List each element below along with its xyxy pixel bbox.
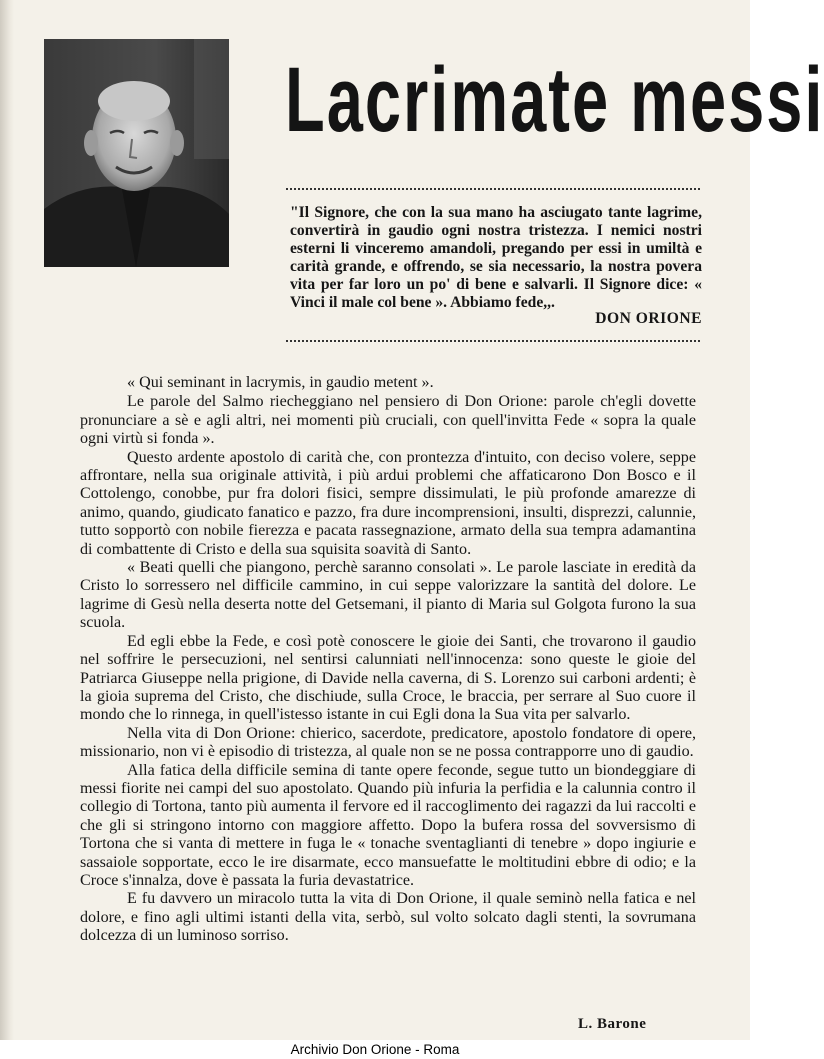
epigraph-author: DON ORIONE: [595, 310, 702, 328]
article-title: Lacrimate messi: [285, 47, 824, 152]
portrait-image: [44, 39, 229, 267]
page-gutter-shadow: [0, 0, 14, 1040]
paragraph: Ed egli ebbe la Fede, e così potè conoscere le gioie dei Santi, che trovarono il gaudio nel soffrire le persecuzioni, nel sentirsi calunniati nell'innocenza: sono queste le gioie del Patriarca Giuseppe nella prigione, di Davide nella caverna, di S. Lorenzo sui carboni ardenti; è la gioia suprema del Cristo, che dischiude, sulla Croce, le braccia, per serrare al Suo cuore il mondo che lo rinnega, in quell'istesso istante in cui Egli dona la Sua vita per salvarlo.: [80, 632, 696, 724]
paragraph: Nella vita di Don Orione: chierico, sacerdote, predicatore, apostolo fondatore di opere, missionario, non vi è episodio di tristezza, al quale non se ne possa contrapporre uno di gaudio.: [80, 724, 696, 761]
article-author: L. Barone: [578, 1016, 647, 1032]
paragraph: Le parole del Salmo riecheggiano nel pensiero di Don Orione: parole ch'egli dovette pronunciare a sè e agli altri, nei momenti più cruciali, con quell'invitta Fede « sopra la quale ogni virtù si fonda ».: [80, 393, 696, 448]
article-body: [80, 374, 696, 946]
archive-footer: Archivio Don Orione - Roma: [0, 1040, 750, 1059]
epigraph-text: "Il Signore, che con la sua mano ha asciugato tante lagrime, convertirà in gaudio ogni nostra tristezza. I nemici nostri esterni li vinceremo amandoli, pregando per essi in umiltà e carità grande, e offrendo, se sia necessario, la nostra povera vita per far loro un po' di bene e salvarli. Il Signore dice: « Vinci il male col bene ». Abbiamo fede,,.: [290, 204, 702, 311]
epigraph-bottom-rule: [286, 340, 700, 342]
paragraph: Questo ardente apostolo di carità che, con prontezza d'intuito, con deciso volere, seppe affrontare, nella sua originale attività, i più ardui problemi che affaticarono Don Bosco e il Cottolengo, conobbe, pur fra dolori fisici, sempre dissimulati, le più profonde amarezze di animo, quando, giudicato fanatico e pazzo, fra dure incomprensioni, insulti, disprezzi, calunnie, tutto sopportò con nobile fierezza e pacata rassegnazione, armato della sua tempra adamantina di combattente di Cristo e della sua squisita soavità di Santo.: [80, 448, 696, 558]
paragraph: « Qui seminant in lacrymis, in gaudio metent ».: [127, 374, 434, 391]
paragraph: Alla fatica della difficile semina di tante opere feconde, segue tutto un biondeggiare di messi fiorite nei campi del suo apostolato. Quando più infuria la perfidia e la calunnia contro il collegio di Tortona, tanto più aumenta il fervore ed il raccoglimento dei ragazzi da lui raccolti e che gli si stringono intorno con maggiore affetto. Dopo la bufera rossa del sovversismo di Tortona che si vanta di mettere in fuga le « tonache sventaglianti di tenebre » dopo ingiurie e sassaiole sopportate, ecco le ire disarmate, ecco mansuefatte le moltitudini ebbre di odio; e la Croce s'innalza, dove è passata la furia devastatrice.: [80, 761, 696, 889]
epigraph-top-rule: [286, 188, 700, 190]
epigraph-block: [290, 204, 702, 328]
portrait-photo: [44, 39, 229, 267]
paragraph: E fu davvero un miracolo tutta la vita di Don Orione, il quale seminò nella fatica e nel dolore, e fino agli ultimi istanti della vita, serbò, sul volto solcato dagli stenti, la sovrumana dolcezza di un luminoso sorriso.: [80, 890, 696, 945]
paragraph: « Beati quelli che piangono, perchè saranno consolati ». Le parole lasciate in eredità da Cristo lo sorressero nel difficile cammino, in cui seppe valorizzare la santità del dolore. Le lagrime di Gesù nella deserta notte del Getsemani, il pianto di Maria sul Golgota furono la sua scuola.: [80, 559, 696, 632]
